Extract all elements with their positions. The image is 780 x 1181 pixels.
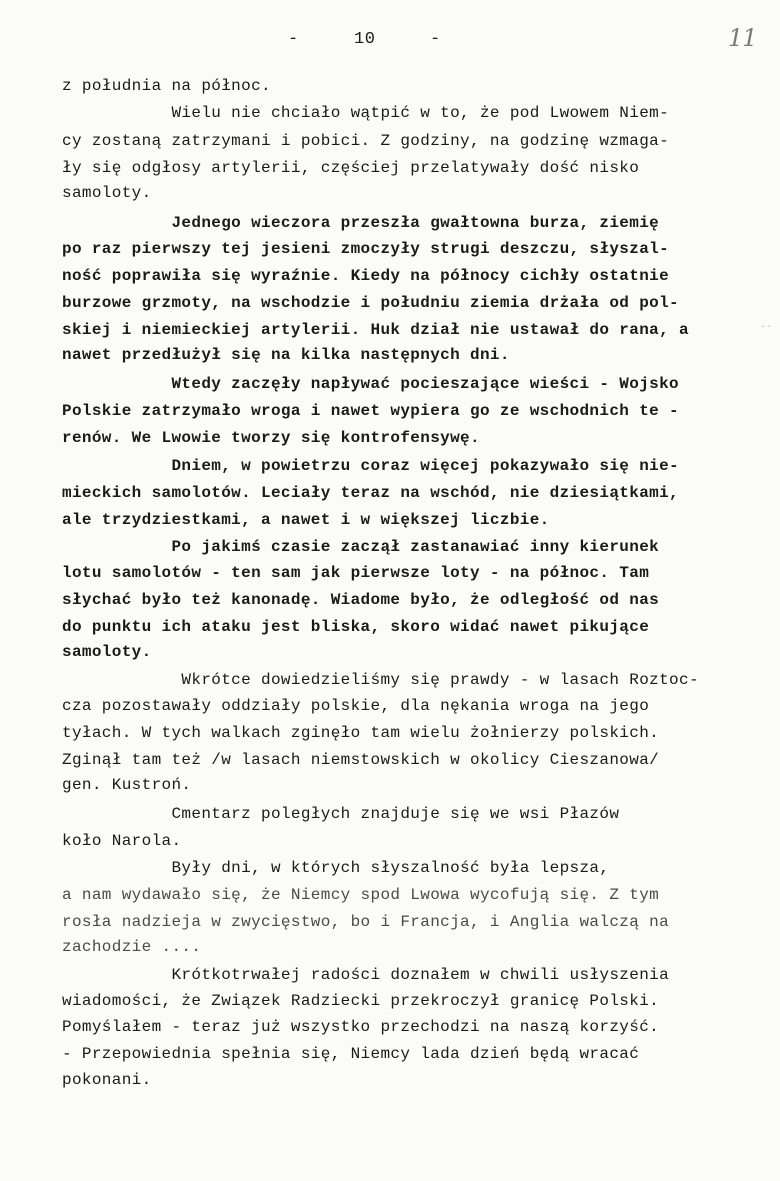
text-line: słychać było też kanonadę. Wiadome było, że odległość od nas [62, 591, 660, 609]
text-line: burzowe grzmoty, na wschodzie i południu ziemia drżała od pol- [62, 294, 679, 312]
text-line: lotu samolotów - ten sam jak pierwsze loty - na północ. Tam [62, 564, 650, 582]
text-line: Po jakimś czasie zaczął zastanawiać inny kierunek [62, 538, 660, 556]
text-line: nawet przedłużył się na kilka następnych dni. [62, 346, 510, 364]
text-line: po raz pierwszy tej jesieni zmoczyły strugi deszczu, słyszal- [62, 240, 670, 258]
text-line: Pomyślałem - teraz już wszystko przechodzi na naszą korzyść. [62, 1018, 660, 1036]
text-line: z południa na północ. [62, 77, 271, 95]
text-line: cy zostaną zatrzymani i pobici. Z godziny, na godzinę wzmaga- [62, 132, 670, 150]
text-line: Jednego wieczora przeszła gwałtowna burza, ziemię [62, 214, 660, 232]
text-line: Cmentarz poległych znajduje się we wsi Płazów [62, 805, 620, 823]
header-dash-right: - [430, 30, 441, 49]
text-line: koło Narola. [62, 832, 182, 850]
page-header [270, 30, 490, 54]
text-line: Wtedy zaczęły napływać pocieszające wieści - Wojsko [62, 375, 679, 393]
text-line: ły się odgłosy artylerii, częściej przelatywały dość nisko [62, 159, 640, 177]
text-line: samoloty. [62, 184, 152, 202]
text-line: zachodzie .... [62, 938, 202, 956]
margin-smudge: ·· [760, 322, 773, 333]
text-line: tyłach. W tych walkach zginęło tam wielu żołnierzy polskich. [62, 724, 660, 742]
text-line: samoloty. [62, 643, 152, 661]
handwritten-page-number: 11 [728, 24, 757, 52]
text-line: mieckich samolotów. Leciały teraz na wschód, nie dziesiątkami, [62, 484, 679, 502]
text-line: ność poprawiła się wyraźnie. Kiedy na północy cichły ostatnie [62, 267, 670, 285]
text-line: Były dni, w których słyszalność była lepsza, [62, 859, 610, 877]
text-line: Krótkotrwałej radości doznałem w chwili usłyszenia [62, 966, 670, 984]
text-line: do punktu ich ataku jest bliska, skoro widać nawet pikujące [62, 618, 650, 636]
text-line: ale trzydziestkami, a nawet i w większej liczbie. [62, 511, 550, 529]
text-line: - Przepowiednia spełnia się, Niemcy lada dzień będą wracać [62, 1045, 640, 1063]
text-line: skiej i niemieckiej artylerii. Huk dział nie ustawał do rana, a [62, 321, 689, 339]
header-dash-left: - [288, 30, 299, 49]
text-line: wiadomości, że Związek Radziecki przekroczył granicę Polski. [62, 992, 660, 1010]
text-line: Zginął tam też /w lasach niemstowskich w okolicy Cieszanowa/ [62, 751, 660, 769]
text-line: rosła nadzieja w zwycięstwo, bo i Francja, i Anglia walczą na [62, 913, 670, 931]
text-line: Wkrótce dowiedzieliśmy się prawdy - w lasach Roztoc- [62, 671, 699, 689]
text-line: gen. Kustroń. [62, 776, 192, 794]
text-line: a nam wydawało się, że Niemcy spod Lwowa wycofują się. Z tym [62, 886, 660, 904]
text-line: renów. We Lwowie tworzy się kontrofensywę. [62, 429, 480, 447]
text-line: cza pozostawały oddziały polskie, dla nękania wroga na jego [62, 697, 650, 715]
text-line: pokonani. [62, 1071, 152, 1089]
text-line: Polskie zatrzymało wroga i nawet wypiera go ze wschodnich te - [62, 402, 679, 420]
page-number: 10 [354, 30, 376, 49]
text-line: Dniem, w powietrzu coraz więcej pokazywało się nie- [62, 457, 679, 475]
text-line: Wielu nie chciało wątpić w to, że pod Lwowem Niem- [62, 104, 670, 122]
